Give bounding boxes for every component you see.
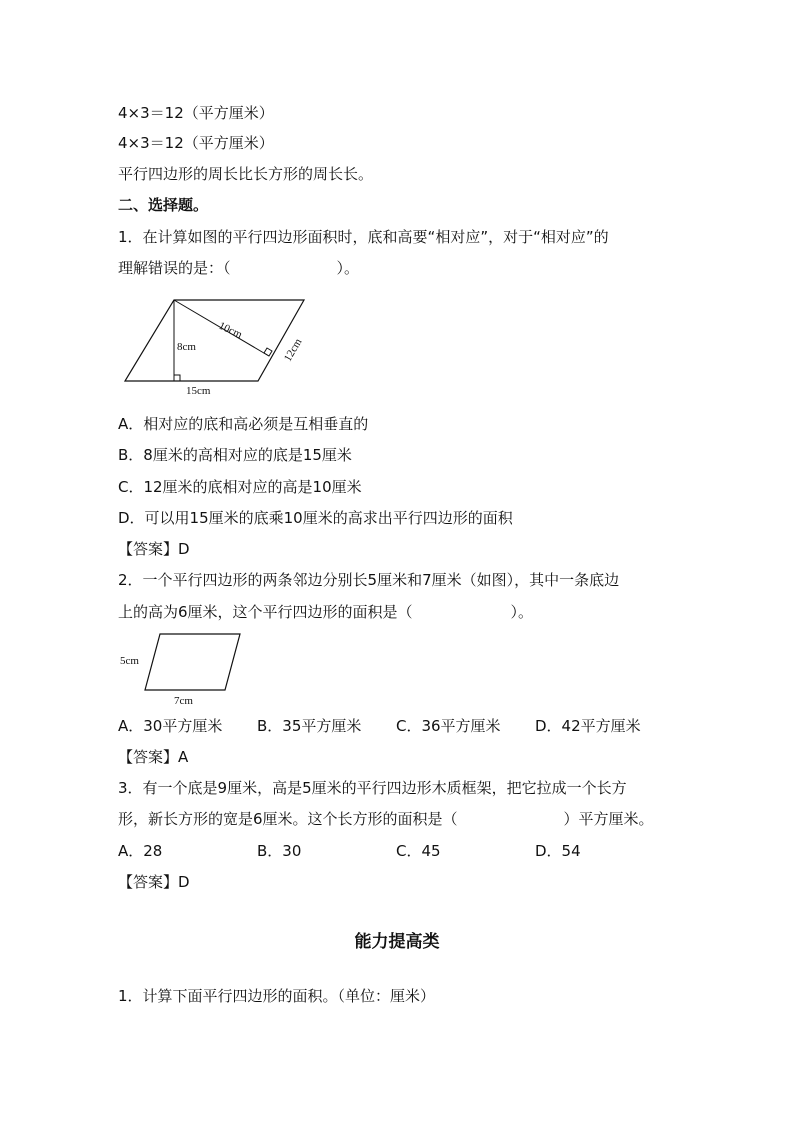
section-title-choice: 二、选择题。	[118, 196, 209, 214]
q3-option-b: B．30	[257, 842, 302, 860]
q1-line-2	[118, 258, 359, 278]
section-title-advanced: 能力提高类	[354, 932, 440, 952]
answer-line-1: 4×3＝12（平方厘米）	[118, 104, 274, 122]
q3-option-d: D．54	[535, 842, 581, 860]
q1-right-angle-side	[264, 348, 272, 356]
q3-line-2	[118, 809, 654, 829]
q2-option-c: C．36平方厘米	[396, 717, 501, 735]
q3-line-2-post: ）平方厘米。	[563, 810, 654, 828]
q1-line-2-pre: 理解错误的是：（	[118, 259, 231, 277]
q2-option-a: A．30平方厘米	[118, 717, 223, 735]
q2-label-5cm: 5cm	[120, 655, 139, 667]
q3-line-2-pre: 形，新长方形的宽是6厘米。这个长方形的面积是（	[118, 810, 458, 828]
q1-right-angle-base	[174, 375, 180, 381]
q1-parallelogram	[125, 300, 304, 381]
q2-line-1: 2．一个平行四边形的两条邻边分别长5厘米和7厘米（如图），其中一条底边	[118, 571, 620, 589]
q3-option-a: A．28	[118, 842, 163, 860]
q1-line-1: 1．在计算如图的平行四边形面积时，底和高要“相对应”，对于“相对应”的	[118, 228, 609, 246]
q3-answer: 【答案】D	[118, 873, 190, 891]
q3-option-c: C．45	[396, 842, 441, 860]
conclusion-line: 平行四边形的周长比长方形的周长长。	[118, 165, 374, 183]
q1-label-15cm: 15cm	[186, 385, 211, 397]
q2-parallelogram-figure	[118, 626, 248, 710]
q1-answer: 【答案】D	[118, 540, 190, 558]
q3-line-1: 3．有一个底是9厘米，高是5厘米的平行四边形木质框架，把它拉成一个长方	[118, 779, 627, 797]
q2-label-7cm: 7cm	[174, 695, 193, 707]
answer-line-2: 4×3＝12（平方厘米）	[118, 134, 274, 152]
q1-option-a: A．相对应的底和高必须是互相垂直的	[118, 415, 369, 433]
q1-option-c: C．12厘米的底相对应的高是10厘米	[118, 478, 362, 496]
q2-line-2-pre: 上的高为6厘米，这个平行四边形的面积是（	[118, 603, 413, 621]
q1-label-12cm: 12cm	[281, 336, 305, 364]
q2-parallelogram	[145, 634, 240, 690]
q1-option-d: D．可以用15厘米的底乘10厘米的高求出平行四边形的面积	[118, 509, 513, 527]
q2-line-2	[118, 602, 533, 622]
q1-parallelogram-figure	[118, 292, 318, 402]
q2-option-d: D．42平方厘米	[535, 717, 641, 735]
q2-line-2-post: ）。	[510, 603, 534, 621]
q2-answer: 【答案】A	[118, 748, 189, 766]
q1-option-b: B．8厘米的高相对应的底是15厘米	[118, 446, 352, 464]
q1-label-8cm: 8cm	[177, 341, 196, 353]
q2-option-b: B．35平方厘米	[257, 717, 362, 735]
q1-label-10cm: 10cm	[216, 319, 244, 342]
q1-line-2-post: ）。	[336, 259, 360, 277]
section3-q1: 1．计算下面平行四边形的面积。（单位：厘米）	[118, 987, 436, 1005]
